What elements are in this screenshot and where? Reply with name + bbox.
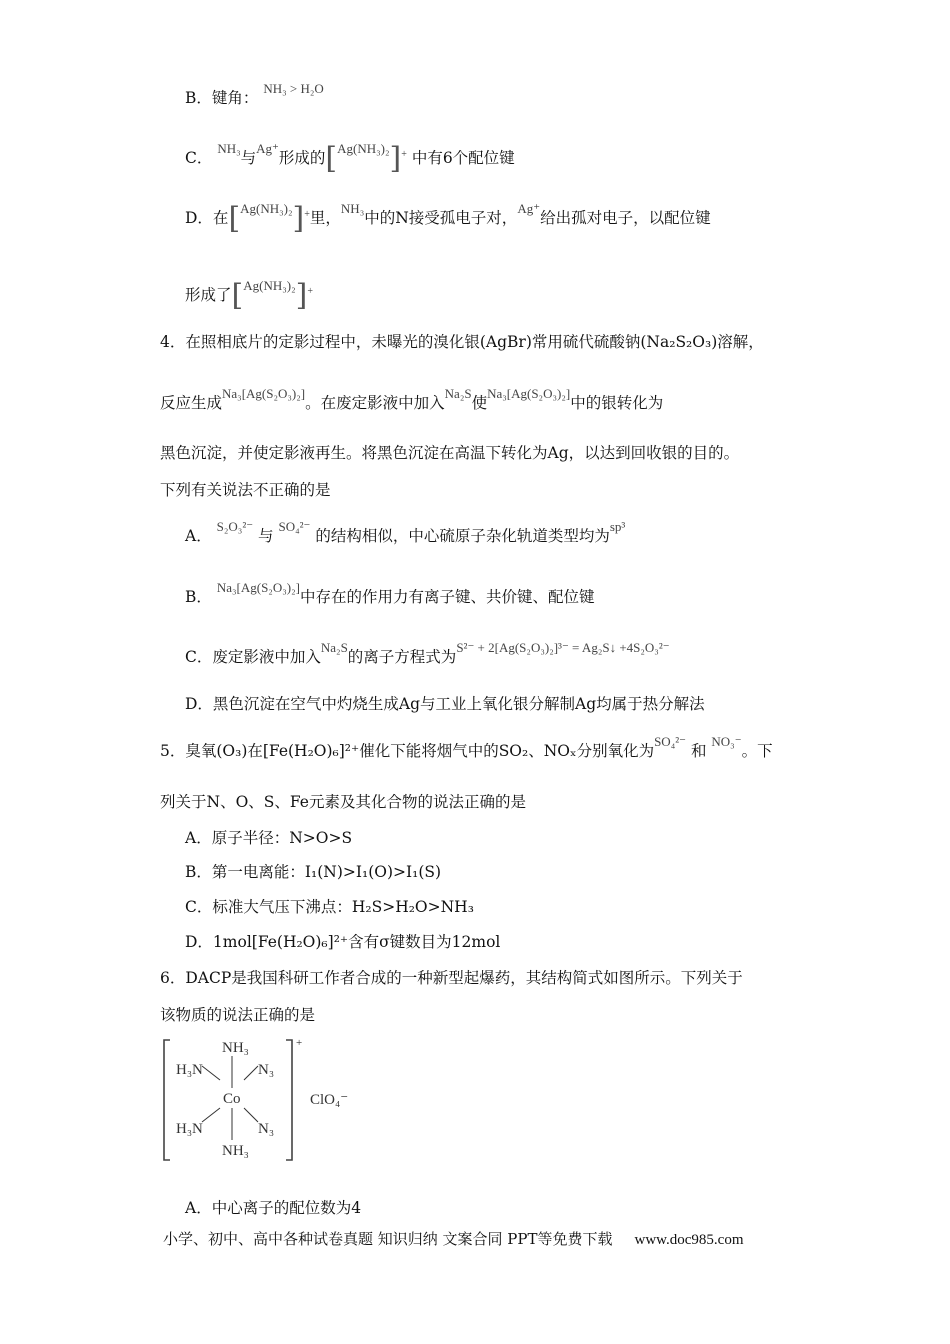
q3-option-d-cont: 形成了[$^{Ag(NH_3)_2}$]+ (185, 278, 313, 313)
page-footer (163, 1228, 744, 1249)
q5-stem-line1: 5．臭氧(O₃)在[Fe(H₂O)₆]²⁺催化下能将烟气中的SO₂、NOₓ分别氧化为$^{SO_4^{2-}}$ 和 $^{NO_3^-}$。下 (160, 734, 773, 760)
structure-upper-right-ligand: N₃ (258, 1062, 275, 1078)
q5-option-c: C．标准大气压下沸点：H₂S>H₂O>NH₃ (185, 898, 474, 916)
q6-option-a: A．中心离子的配位数为4 (185, 1199, 362, 1217)
structure-lower-right-ligand: N₃ (258, 1121, 275, 1137)
dacp-structure-figure (160, 1036, 360, 1166)
structure-charge: + (296, 1037, 303, 1049)
q5-option-a: A．原子半径：N>O>S (185, 829, 353, 847)
q5-stem-line2: 列关于N、O、S、Fe元素及其化合物的说法正确的是 (160, 793, 526, 811)
q4-stem-line4: 下列有关说法不正确的是 (160, 481, 331, 499)
q4-stem-line3: 黑色沉淀，并使定影液再生。将黑色沉淀在高温下转化为Ag，以达到回收银的目的。 (160, 444, 740, 462)
structure-bottom-ligand: NH₃ (222, 1143, 249, 1159)
structure-top-ligand: NH₃ (222, 1040, 249, 1056)
q4-option-d: D．黑色沉淀在空气中灼烧生成Ag与工业上氧化银分解制Ag均属于热分解法 (185, 695, 705, 713)
q4-option-b: B． $^{Na_3[Ag(S_2O_3)_2]}$中存在的作用力有离子键、共价键、配位键 (185, 580, 595, 606)
q6-stem-line1: 6．DACP是我国科研工作者合成的一种新型起爆药，其结构简式如图所示。下列关于 (160, 969, 743, 987)
q3-option-b: B．键角： $^{NH_3 > H_2O}$ (185, 81, 324, 107)
structure-lower-left-ligand: H₃N (176, 1121, 203, 1137)
q4-stem-line2: 反应生成$^{Na_3[Ag(S_2O_3)_2]}$。在废定影液中加入$^{Na_2S}$使$^{Na_3[Ag(S_2O_3)_2]}$中的银转化为 (160, 386, 664, 412)
footer-text: 小学、初中、高中各种试卷真题 知识归纳 文案合同 PPT等免费下载 (163, 1230, 613, 1248)
structure-anion: ClO₄⁻ (310, 1092, 349, 1108)
q4-option-a: A． $^{S_2O_3^{2-}}$ 与 $^{SO_4^{2-}}$ 的结构相似，中心硫原子杂化轨道类型均为$^{sp^3}$ (185, 519, 626, 545)
q3-option-d: D．在[$^{Ag(NH_3)_2}$]+里，$^{NH_3}$中的N接受孤电子对，$^{Ag^+}$给出孤对电子，以配位键 (185, 201, 711, 236)
q4-option-c: C．废定影液中加入$^{Na_2S}$的离子方程式为$^{S^{2-} + 2[Ag(S_2O_3)_2]^{3-} = Ag_2S↓ +4S_2O_3^{2-}}$ (185, 640, 670, 666)
footer-url[interactable]: www.doc985.com (634, 1232, 744, 1248)
q3-option-c: C． $^{NH_3}$与$^{Ag^+}$形成的[$^{Ag(NH_3)_2}$]+ 中有6个配位键 (185, 141, 515, 176)
q3-b-formula: NH₃ > H₂O (263, 81, 324, 96)
q4-c-equation: S²⁻ + 2[Ag(S₂O₃)₂]³⁻ = Ag₂S↓ +4S₂O₃²⁻ (456, 640, 670, 655)
structure-center-atom: Co (223, 1091, 241, 1107)
q3-c-complex: Ag(NH₃)₂ (337, 141, 390, 156)
q5-option-d: D．1mol[Fe(H₂O)₆]²⁺含有σ键数目为12mol (185, 933, 501, 951)
q5-option-b: B．第一电离能：I₁(N)>I₁(O)>I₁(S) (185, 863, 442, 881)
structure-upper-left-ligand: H₃N (176, 1062, 203, 1078)
q6-stem-line2: 该物质的说法正确的是 (160, 1006, 316, 1024)
q4-stem-line1: 4．在照相底片的定影过程中，未曝光的溴化银(AgBr)常用硫代硫酸钠(Na₂S₂O₃)溶解， (160, 333, 764, 351)
